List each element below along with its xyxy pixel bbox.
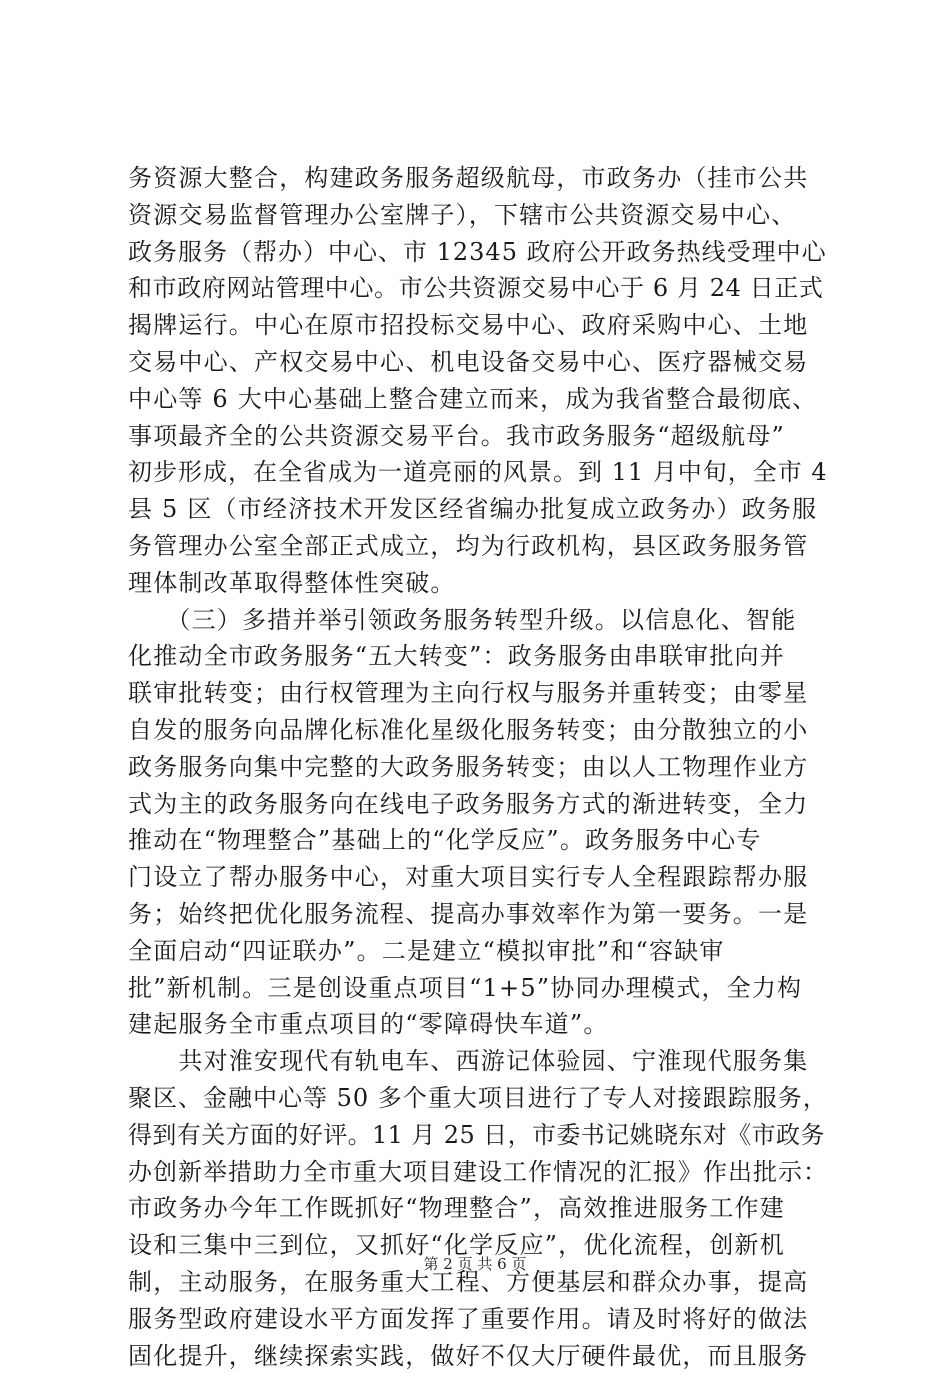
text-line: 政务服务（帮办）中心、市 12345 政府公开政务热线受理中心 [128, 234, 828, 271]
text-line: 服务型政府建设水平方面发挥了重要作用。请及时将好的做法 [128, 1301, 828, 1338]
text-line: 市政务办今年工作既抓好“物理整合”，高效推进服务工作建 [128, 1190, 828, 1227]
text-line: 得到有关方面的好评。11 月 25 日，市委书记姚晓东对《市政务 [128, 1117, 828, 1154]
text-line: 批”新机制。三是创设重点项目“1+5”协同办理模式，全力构 [128, 970, 828, 1007]
text-line: 交易中心、产权交易中心、机电设备交易中心、医疗器械交易 [128, 344, 828, 381]
body-text [128, 160, 828, 1374]
text-line: 资源交易监督管理办公室牌子），下辖市公共资源交易中心、 [128, 197, 828, 234]
text-line: 共对淮安现代有轨电车、西游记体验园、宁淮现代服务集 [128, 1043, 828, 1080]
text-line: 理体制改革取得整体性突破。 [128, 565, 828, 602]
text-line: 制，主动服务，在服务重大工程、方便基层和群众办事，提高 [128, 1264, 828, 1301]
text-line: 聚区、金融中心等 50 多个重大项目进行了专人对接跟踪服务， [128, 1080, 828, 1117]
text-line: 化推动全市政务服务“五大转变”：政务服务由串联审批向并 [128, 638, 828, 675]
text-line: 事项最齐全的公共资源交易平台。我市政务服务“超级航母” [128, 418, 828, 455]
text-line: 和市政府网站管理中心。市公共资源交易中心于 6 月 24 日正式 [128, 270, 828, 307]
text-line: 设和三集中三到位，又抓好“化学反应”，优化流程，创新机 [128, 1227, 828, 1264]
text-line: 式为主的政务服务向在线电子政务服务方式的渐进转变，全力 [128, 786, 828, 823]
text-line: 推动在“物理整合”基础上的“化学反应”。政务服务中心专 [128, 822, 828, 859]
text-line: 固化提升，继续探索实践，做好不仅大厅硬件最优，而且服务 [128, 1338, 828, 1374]
text-line: 办创新举措助力全市重大项目建设工作情况的汇报》作出批示： [128, 1154, 828, 1191]
text-line: （三）多措并举引领政务服务转型升级。以信息化、智能 [128, 602, 828, 639]
text-line: 务；始终把优化服务流程、提高办事效率作为第一要务。一是 [128, 896, 828, 933]
text-line: 揭牌运行。中心在原市招投标交易中心、政府采购中心、土地 [128, 307, 828, 344]
text-line: 初步形成，在全省成为一道亮丽的风景。到 11 月中旬，全市 4 [128, 454, 828, 491]
text-line: 务管理办公室全部正式成立，均为行政机构，县区政务服务管 [128, 528, 828, 565]
text-line: 县 5 区（市经济技术开发区经省编办批复成立政务办）政务服 [128, 491, 828, 528]
text-line: 建起服务全市重点项目的“零障碍快车道”。 [128, 1006, 828, 1043]
text-line: 务资源大整合，构建政务服务超级航母，市政务办（挂市公共 [128, 160, 828, 197]
text-line: 门设立了帮办服务中心，对重大项目实行专人全程跟踪帮办服 [128, 859, 828, 896]
text-line: 自发的服务向品牌化标准化星级化服务转变；由分散独立的小 [128, 712, 828, 749]
page-footer: 第 2 页 共 6 页 [0, 1254, 950, 1274]
text-line: 中心等 6 大中心基础上整合建立而来，成为我省整合最彻底、 [128, 381, 828, 418]
text-line: 联审批转变；由行权管理为主向行权与服务并重转变；由零星 [128, 675, 828, 712]
text-line: 全面启动“四证联办”。二是建立“模拟审批”和“容缺审 [128, 933, 828, 970]
text-line: 政务服务向集中完整的大政务服务转变；由以人工物理作业方 [128, 749, 828, 786]
